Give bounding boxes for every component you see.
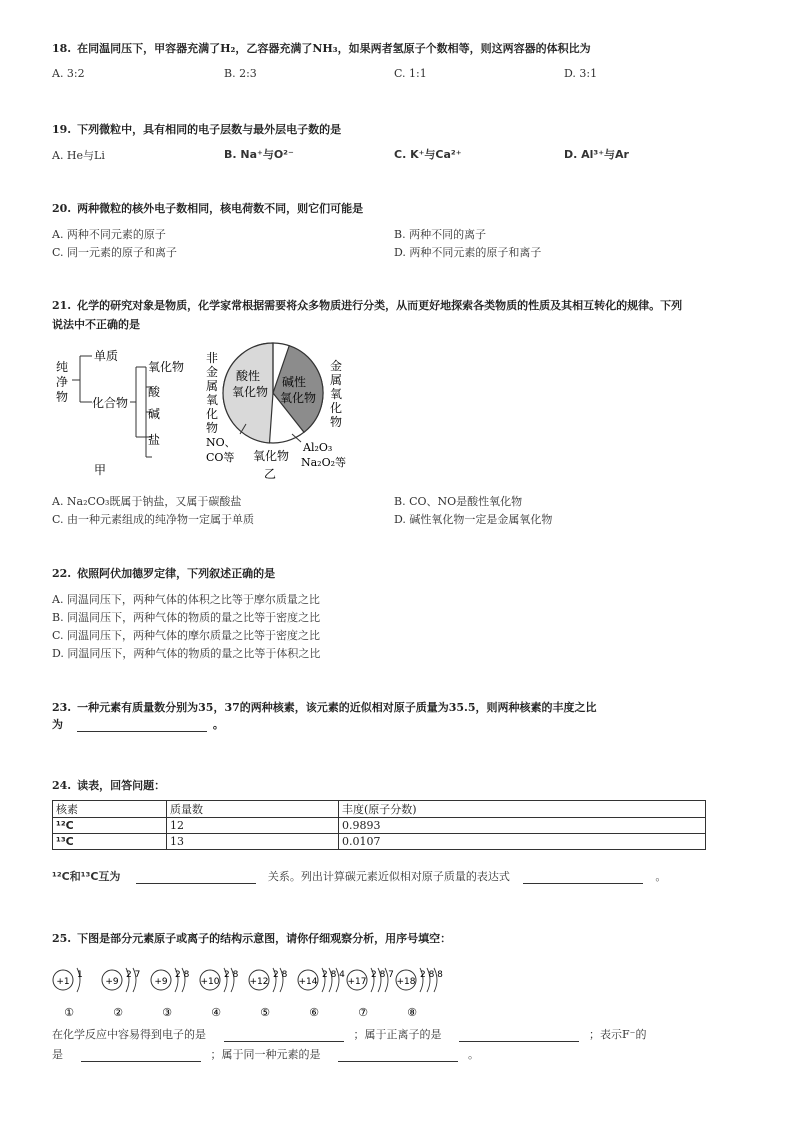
oxide-pie-diagram-b (200, 338, 360, 484)
diagram-b-bottom-label: 氧化物 (253, 449, 290, 463)
q18-option-d: D. 3:1 (564, 67, 598, 80)
q22-stem (52, 565, 275, 581)
diagram-b-right-char: 金 (330, 359, 343, 373)
q23-answer-line (52, 716, 224, 732)
atom-index-label: ⑦ (358, 1006, 368, 1019)
atom-index-label: ② (113, 1006, 123, 1019)
q23-suffix: 。 (212, 718, 224, 731)
q25-fill-text: 在化学反应中容易得到电子的是 (52, 1028, 206, 1041)
diagram-b-right-examples: Na₂O₂等 (301, 456, 347, 469)
nucleus-charge: +12 (249, 977, 269, 987)
atom-diagram (200, 968, 239, 1019)
question-text: 依照阿伏加德罗定律，下列叙述正确的是 (77, 567, 276, 580)
atom-diagram (151, 968, 190, 1019)
atom-index-label: ⑥ (309, 1006, 319, 1019)
electron-counts: 2 7 (126, 970, 141, 980)
electron-counts: 2 8 7 (371, 970, 394, 980)
q25-fill-text: 是 (52, 1048, 63, 1061)
diagram-a-oxide: 氧化物 (148, 360, 185, 374)
table-header-row (53, 801, 706, 818)
diagram-b-right-char: 化 (330, 401, 343, 415)
diagram-b-left-char: 金 (206, 365, 219, 379)
q20-option-c: C. 同一元素的原子和离子 (52, 246, 178, 259)
q25-fill-line1 (52, 1026, 646, 1042)
diagram-a-compound: 化合物 (92, 396, 129, 410)
atom-index-label: ③ (162, 1006, 172, 1019)
q19-option-c-text: C. K⁺与Ca²⁺ (394, 148, 462, 161)
q19-option-d (564, 146, 629, 162)
diagram-b-left-examples: CO等 (206, 451, 235, 464)
q25-fill-line2 (52, 1046, 479, 1062)
q21-option-a: A. Na₂CO₃既属于钠盐，又属于碳酸盐 (52, 495, 242, 508)
nucleus-charge: +9 (154, 977, 168, 987)
question-number: 21. (52, 299, 72, 312)
q25-fill-text: ；表示F⁻的 (589, 1028, 647, 1041)
question-text: 化学的研究对象是物质，化学家常根据需要将众多物质进行分类，从而更好地探索各类物质的性质及其相互转化的规律。下列 (77, 299, 683, 312)
question-number: 20. (52, 202, 72, 215)
q24-expression-blank[interactable] (523, 872, 643, 884)
q23-stem (52, 699, 597, 715)
diagram-a-root-char: 纯 (56, 360, 69, 374)
q19-option-a: A. He与Li (52, 149, 105, 162)
q20-stem (52, 200, 363, 216)
q24-stem (52, 777, 165, 793)
diagram-b-right-char: 属 (330, 373, 343, 387)
q19-option-c (394, 146, 462, 162)
q21-option-d: D. 碱性氧化物一定是金属氧化物 (394, 513, 553, 526)
table-cell: 13 (167, 834, 339, 850)
q25-fill-text: 。 (468, 1048, 479, 1061)
diagram-a-caption: 甲 (94, 463, 107, 477)
q23-answer-blank[interactable] (77, 720, 207, 732)
q25-gain-electron-blank[interactable] (224, 1030, 344, 1042)
question-text: 下图是部分元素原子或离子的结构示意图，请你仔细观察分析，用序号填空： (77, 932, 452, 945)
q19-option-d-text: D. Al³⁺与Ar (564, 148, 629, 161)
q25-fill-text: ；属于正离子的是 (353, 1028, 442, 1041)
table-cell: ¹³C (53, 834, 167, 850)
table-cell: 0.0107 (339, 834, 706, 850)
q19-stem (52, 121, 341, 137)
electron-counts: 2 8 4 (322, 970, 345, 980)
diagram-a-salt: 盐 (148, 433, 161, 447)
electron-counts: 2 8 (273, 970, 288, 980)
isotope-table (52, 800, 706, 850)
q24-fill-line (52, 868, 666, 884)
atom-index-label: ① (64, 1006, 74, 1019)
diagram-a-simple-substance: 单质 (94, 349, 119, 363)
diagram-b-left-char: 物 (206, 421, 219, 435)
q25-fill-text: ；属于同一种元素的是 (210, 1048, 321, 1061)
atom-diagram (102, 968, 140, 1019)
q20-option-a: A. 两种不同元素的原子 (52, 228, 166, 241)
nucleus-charge: +17 (347, 977, 367, 987)
q25-cation-blank[interactable] (459, 1030, 579, 1042)
q22-option-a: A. 同温同压下，两种气体的体积之比等于摩尔质量之比 (52, 593, 320, 606)
diagram-b-left-char: 属 (206, 379, 219, 393)
q19-option-b-text: B. Na⁺与O²⁻ (224, 148, 294, 161)
q18-option-a: A. 3:2 (52, 67, 85, 80)
question-number: 24. (52, 779, 72, 792)
question-number: 19. (52, 123, 72, 136)
table-cell: ¹²C (53, 818, 167, 834)
question-text: 在同温同压下，甲容器充满了H₂，乙容器充满了NH₃，如果两者氢原子个数相等，则这两容器的体积比为 (77, 42, 591, 55)
nucleus-charge: +9 (105, 977, 119, 987)
atom-diagram (53, 968, 83, 1019)
q25-stem (52, 930, 451, 946)
diagram-a-root-char: 净 (56, 375, 69, 389)
q24-suffix: 。 (655, 870, 667, 883)
table-row (53, 818, 706, 834)
q25-same-element-blank[interactable] (338, 1050, 458, 1062)
diagram-a-root-char: 物 (56, 390, 69, 404)
nucleus-charge: +10 (200, 977, 220, 987)
table-row (53, 834, 706, 850)
atom-diagram (396, 968, 443, 1019)
electron-counts: 2 8 8 (420, 970, 443, 980)
q21-option-c: C. 由一种元素组成的纯净物一定属于单质 (52, 513, 255, 526)
q19-option-b (224, 146, 294, 162)
q25-fluoride-blank[interactable] (81, 1050, 201, 1062)
table-header-cell: 核素 (53, 801, 167, 818)
q20-option-d: D. 两种不同元素的原子和离子 (394, 246, 542, 259)
q22-option-b: B. 同温同压下，两种气体的物质的量之比等于密度之比 (52, 611, 321, 624)
diagram-b-left-char: 氧 (206, 393, 219, 407)
question-text: 读表，回答问题： (77, 779, 166, 792)
pie-basic-label: 碱性 (282, 375, 307, 389)
question-text: 下列微粒中，具有相同的电子层数与最外层电子数的是 (77, 123, 342, 136)
nucleus-charge: +14 (298, 977, 318, 987)
pie-acidic-label: 酸性 (236, 369, 261, 383)
atom-diagram (298, 968, 345, 1019)
diagram-b-right-char: 氧 (330, 387, 343, 401)
diagram-b-right-examples: Al₂O₃ (303, 441, 333, 454)
q24-prefix: ¹²C和¹³C互为 (52, 870, 121, 883)
diagram-b-right-char: 物 (330, 415, 343, 429)
q18-option-b: B. 2:3 (224, 67, 257, 80)
table-cell: 12 (167, 818, 339, 834)
table-cell: 0.9893 (339, 818, 706, 834)
diagram-b-left-char: 化 (206, 407, 219, 421)
atom-index-label: ⑧ (407, 1006, 417, 1019)
atom-diagram-group (53, 968, 443, 1019)
question-number: 18. (52, 42, 72, 55)
classification-diagram-a (50, 342, 200, 482)
atom-index-label: ④ (211, 1006, 221, 1019)
q18-stem (52, 40, 591, 56)
diagram-a-acid: 酸 (148, 385, 161, 399)
diagram-b-left-char: 非 (206, 351, 219, 365)
question-text: 一种元素有质量数分别为35，37的两种核素，该元素的近似相对原子质量为35.5，则两种核素的丰度之比 (77, 701, 597, 714)
electron-counts: 2 8 (224, 970, 239, 980)
q21-stem-line2: 说法中不正确的是 (52, 318, 140, 331)
diagram-b-caption: 乙 (264, 467, 277, 481)
table-header-cell: 丰度(原子分数) (339, 801, 706, 818)
atom-index-label: ⑤ (260, 1006, 270, 1019)
electron-counts: 2 8 (175, 970, 190, 980)
q24-relation-blank[interactable] (136, 872, 256, 884)
q22-option-c: C. 同温同压下，两种气体的摩尔质量之比等于密度之比 (52, 629, 321, 642)
nucleus-charge: +1 (56, 977, 70, 987)
q22-option-d: D. 同温同压下，两种气体的物质的量之比等于体积之比 (52, 647, 321, 660)
q21-stem-line1 (52, 297, 682, 313)
q23-prefix: 为 (52, 718, 63, 731)
atom-structure-diagrams (48, 962, 468, 1022)
question-number: 23. (52, 701, 72, 714)
diagram-a-base: 碱 (148, 407, 161, 421)
q21-option-b: B. CO、NO是酸性氧化物 (394, 495, 523, 508)
q18-option-c: C. 1:1 (394, 67, 427, 80)
pie-basic-label: 氧化物 (280, 391, 317, 405)
electron-counts: 1 (77, 970, 83, 980)
table-header-cell: 质量数 (167, 801, 339, 818)
pie-acidic-label: 氧化物 (232, 385, 269, 399)
q20-option-b: B. 两种不同的离子 (394, 228, 487, 241)
atom-diagram (347, 968, 394, 1019)
question-number: 22. (52, 567, 72, 580)
nucleus-charge: +18 (396, 977, 416, 987)
diagram-b-left-examples: NO、 (206, 436, 236, 449)
q24-mid: 关系。列出计算碳元素近似相对原子质量的表达式 (267, 870, 510, 883)
atom-diagram (249, 968, 288, 1019)
question-number: 25. (52, 932, 72, 945)
question-text: 两种微粒的核外电子数相同，核电荷数不同，则它们可能是 (77, 202, 364, 215)
